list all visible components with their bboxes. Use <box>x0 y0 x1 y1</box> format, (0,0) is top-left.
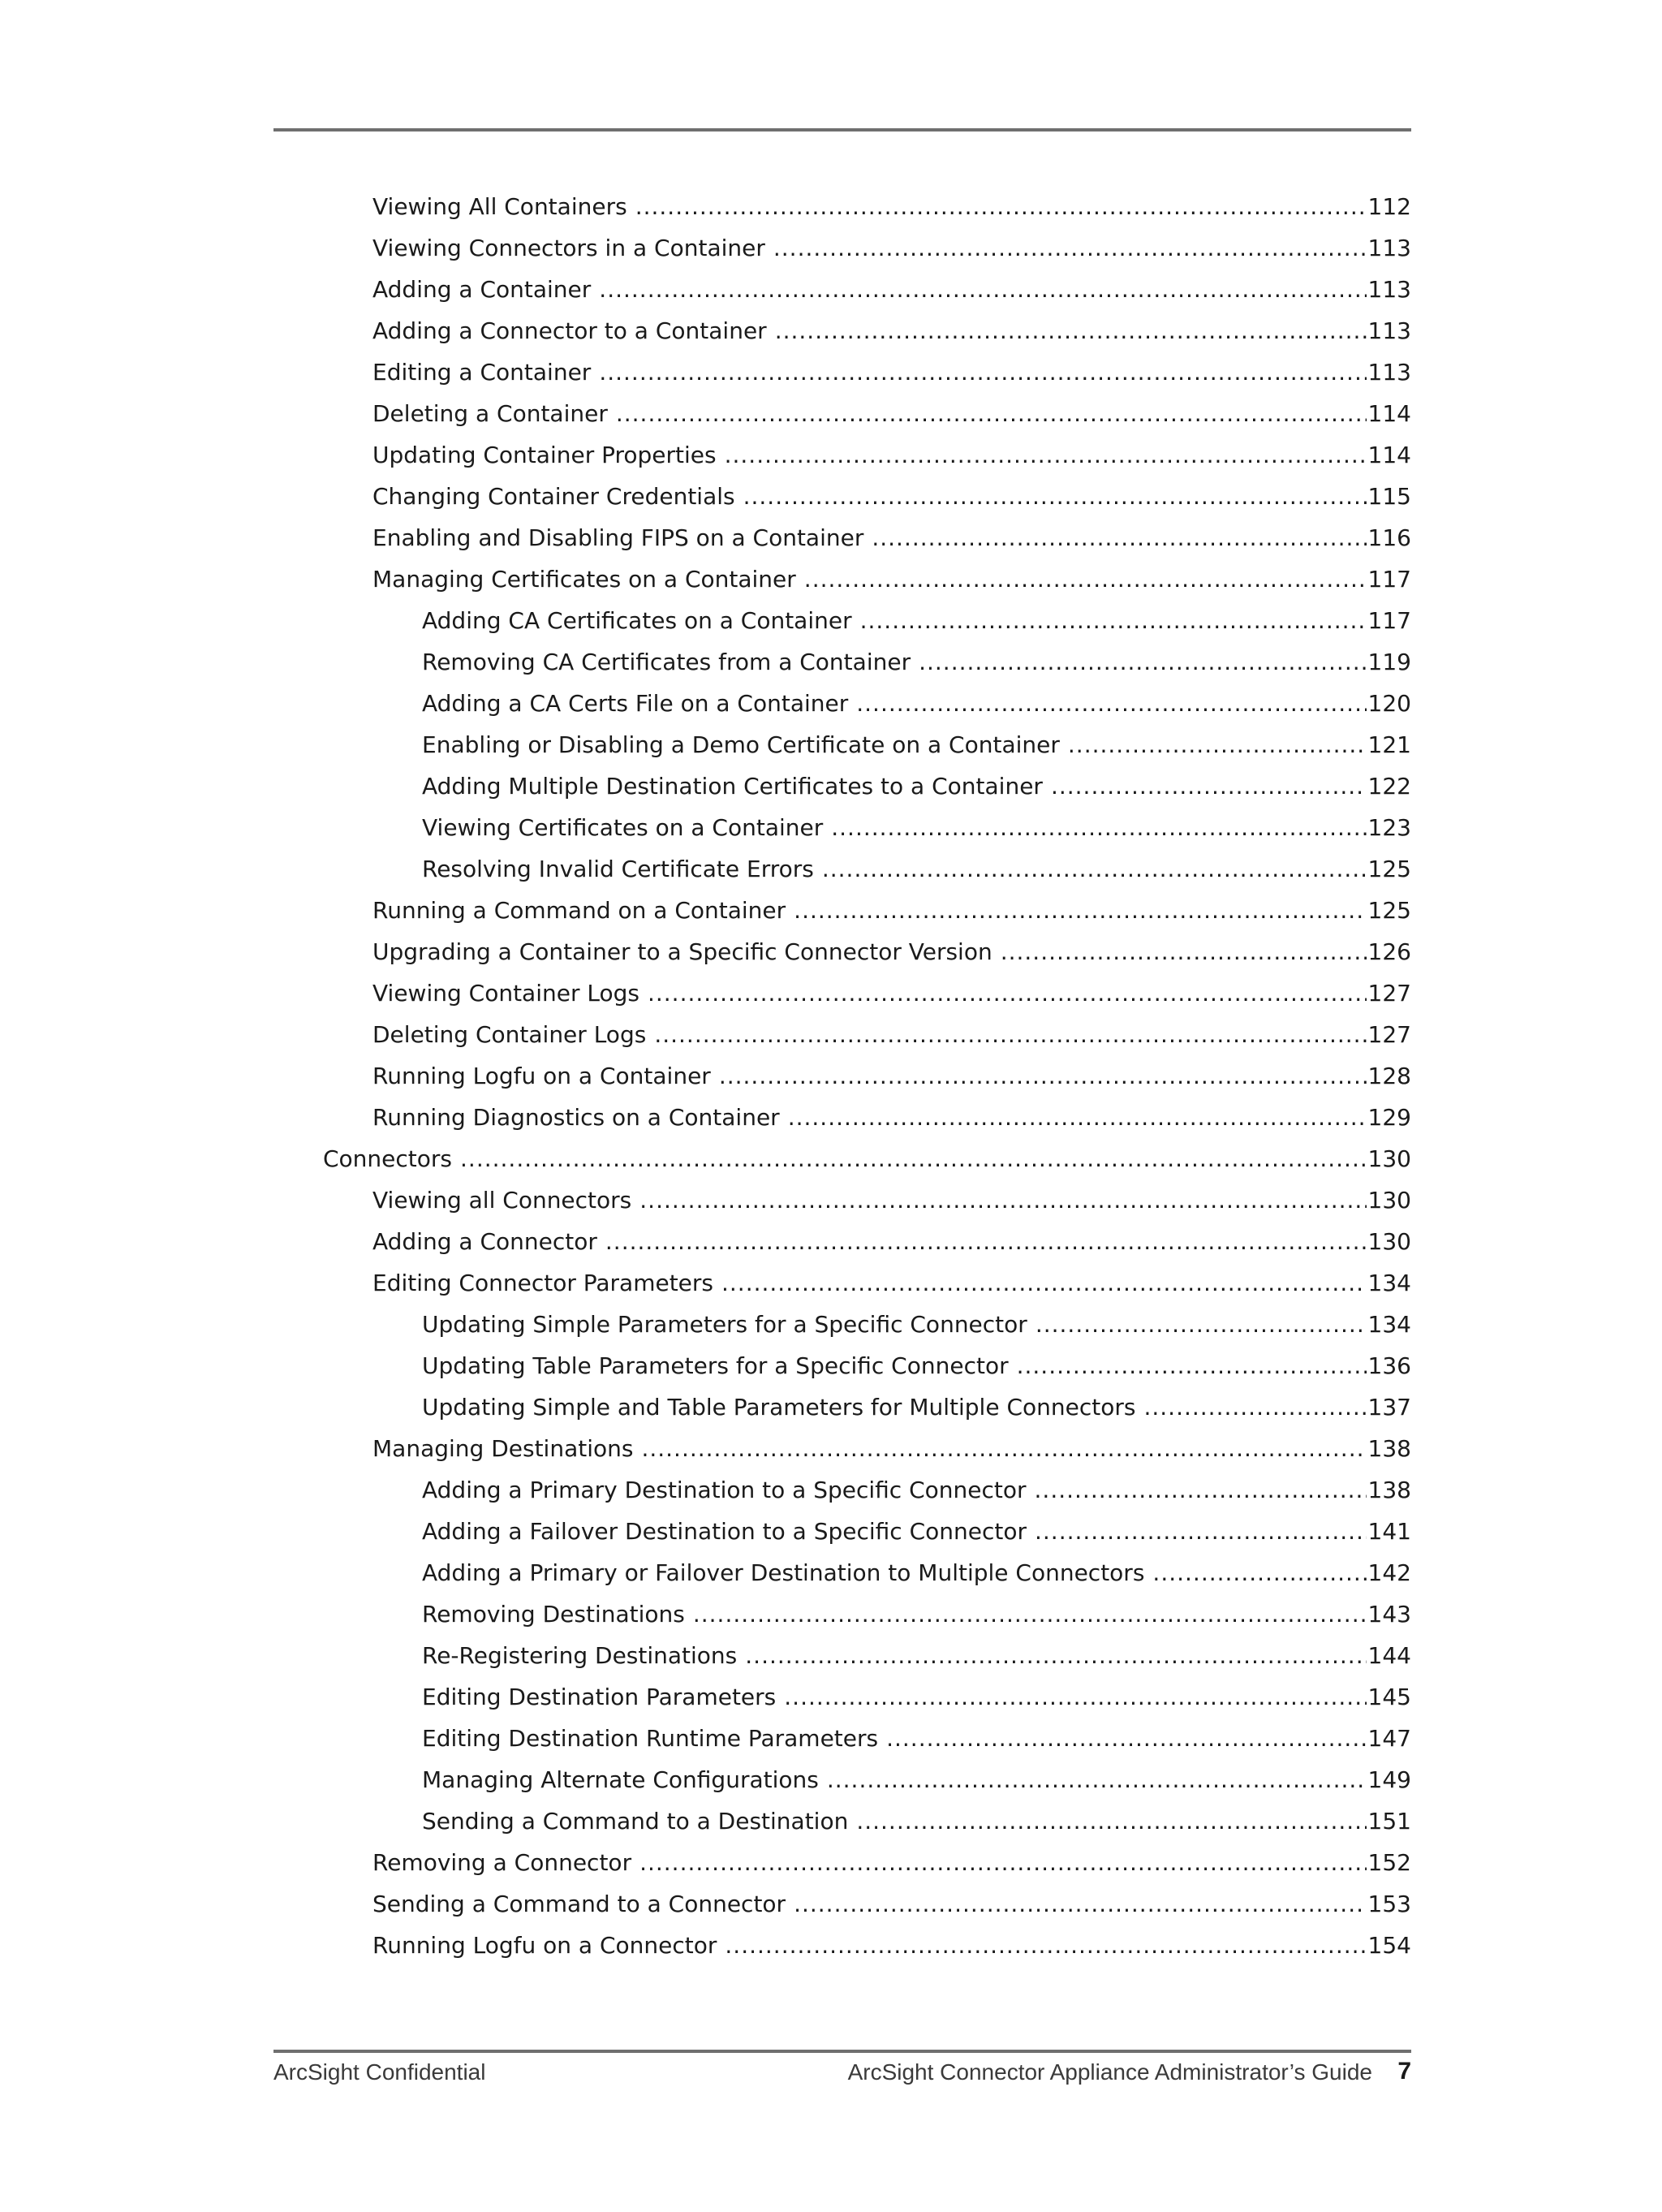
toc-entry[interactable] <box>0 1842 1411 1883</box>
toc-entry-page: 127 <box>1367 980 1411 1007</box>
toc-entry[interactable] <box>0 476 1411 517</box>
toc-entry[interactable] <box>0 1469 1411 1511</box>
toc-entry-title: Resolving Invalid Certificate Errors <box>422 856 814 882</box>
toc-entry-page: 130 <box>1367 1145 1411 1172</box>
toc-dot-leader <box>641 1428 1366 1469</box>
toc-entry-page: 117 <box>1367 566 1411 593</box>
toc-dot-leader <box>822 848 1367 890</box>
toc-dot-leader <box>773 227 1367 269</box>
toc-entry-title: Managing Certificates on a Container <box>372 566 796 593</box>
toc-entry[interactable] <box>0 1800 1411 1842</box>
toc-dot-leader <box>745 1635 1366 1676</box>
toc-entry-title: Changing Container Credentials <box>372 483 735 510</box>
toc-dot-leader <box>639 1842 1366 1883</box>
toc-entry[interactable] <box>0 1676 1411 1718</box>
footer-rule <box>273 2050 1411 2053</box>
toc-entry[interactable] <box>0 227 1411 269</box>
toc-entry-page: 129 <box>1367 1104 1411 1131</box>
toc-entry-title: Adding a Primary Destination to a Specific Connector <box>422 1477 1027 1503</box>
toc-entry-title: Viewing All Containers <box>372 193 627 220</box>
toc-dot-leader <box>1036 1304 1367 1345</box>
toc-entry-title: Adding a Primary or Failover Destination to Multiple Connectors <box>422 1559 1145 1586</box>
toc-entry[interactable] <box>0 1304 1411 1345</box>
toc-entry[interactable] <box>0 351 1411 393</box>
toc-dot-leader <box>860 600 1367 641</box>
toc-entry-page: 142 <box>1367 1559 1411 1586</box>
toc-entry[interactable] <box>0 1759 1411 1800</box>
toc-entry[interactable] <box>0 807 1411 848</box>
toc-dot-leader <box>886 1718 1366 1759</box>
toc-entry-title: Removing a Connector <box>372 1849 632 1876</box>
toc-entry-page: 138 <box>1367 1477 1411 1503</box>
toc-entry[interactable] <box>0 1055 1411 1097</box>
toc-entry-page: 144 <box>1367 1642 1411 1669</box>
table-of-contents <box>0 186 1662 1966</box>
toc-dot-leader <box>654 1014 1366 1055</box>
toc-entry-page: 145 <box>1367 1684 1411 1710</box>
toc-entry-title: Updating Simple Parameters for a Specific Connector <box>422 1311 1027 1338</box>
toc-dot-leader <box>784 1676 1366 1718</box>
toc-dot-leader <box>719 1055 1367 1097</box>
toc-entry-title: Running Diagnostics on a Container <box>372 1104 780 1131</box>
toc-entry-page: 113 <box>1367 235 1411 261</box>
toc-entry-page: 136 <box>1367 1352 1411 1379</box>
toc-entry-title: Adding a Failover Destination to a Specific Connector <box>422 1518 1027 1545</box>
toc-entry-page: 152 <box>1367 1849 1411 1876</box>
toc-entry[interactable] <box>0 683 1411 724</box>
toc-entry[interactable] <box>0 1552 1411 1593</box>
toc-entry-title: Enabling and Disabling FIPS on a Container <box>372 524 864 551</box>
toc-entry-title: Removing Destinations <box>422 1601 685 1628</box>
toc-dot-leader <box>794 890 1366 931</box>
toc-entry-title: Adding CA Certificates on a Container <box>422 607 852 634</box>
toc-entry-title: Editing Destination Runtime Parameters <box>422 1725 879 1752</box>
toc-entry-title: Viewing all Connectors <box>372 1187 632 1214</box>
toc-entry[interactable] <box>0 972 1411 1014</box>
toc-entry-title: Viewing Certificates on a Container <box>422 814 824 841</box>
toc-dot-leader <box>725 1925 1366 1966</box>
toc-entry-page: 125 <box>1367 897 1411 924</box>
toc-entry-title: Connectors <box>323 1145 453 1172</box>
toc-entry-page: 120 <box>1367 690 1411 717</box>
toc-entry-page: 137 <box>1367 1394 1411 1421</box>
toc-dot-leader <box>648 972 1367 1014</box>
toc-dot-leader <box>599 269 1366 310</box>
toc-entry-title: Adding a Connector to a Container <box>372 317 767 344</box>
toc-entry-title: Deleting Container Logs <box>372 1021 647 1048</box>
toc-entry-title: Editing Connector Parameters <box>372 1270 713 1296</box>
toc-entry-title: Sending a Command to a Connector <box>372 1891 786 1917</box>
toc-entry[interactable] <box>0 931 1411 972</box>
toc-dot-leader <box>1001 931 1367 972</box>
toc-entry-title: Updating Simple and Table Parameters for Multiple Connectors <box>422 1394 1136 1421</box>
toc-dot-leader <box>635 186 1367 227</box>
toc-dot-leader <box>804 558 1367 600</box>
toc-entry[interactable] <box>0 1386 1411 1428</box>
toc-entry-title: Updating Table Parameters for a Specific Connector <box>422 1352 1009 1379</box>
toc-entry-page: 112 <box>1367 193 1411 220</box>
toc-entry-page: 154 <box>1367 1932 1411 1959</box>
toc-entry[interactable] <box>0 1511 1411 1552</box>
toc-entry-page: 125 <box>1367 856 1411 882</box>
toc-dot-leader <box>460 1138 1367 1179</box>
toc-entry-page: 127 <box>1367 1021 1411 1048</box>
footer-page-number: 7 <box>1397 2058 1411 2085</box>
toc-entry-title: Running Logfu on a Connector <box>372 1932 717 1959</box>
toc-entry[interactable] <box>0 1138 1411 1179</box>
toc-dot-leader <box>1051 765 1367 807</box>
toc-entry[interactable] <box>0 1014 1411 1055</box>
toc-dot-leader <box>831 807 1366 848</box>
toc-entry[interactable] <box>0 1097 1411 1138</box>
toc-entry-page: 128 <box>1367 1063 1411 1089</box>
toc-dot-leader <box>856 1800 1366 1842</box>
toc-entry-page: 126 <box>1367 938 1411 965</box>
toc-entry-title: Removing CA Certificates from a Container <box>422 649 911 675</box>
toc-entry-title: Adding Multiple Destination Certificates to a Container <box>422 773 1043 800</box>
toc-dot-leader <box>639 1179 1366 1221</box>
toc-dot-leader <box>1035 1511 1367 1552</box>
toc-dot-leader <box>743 476 1367 517</box>
toc-entry-page: 147 <box>1367 1725 1411 1752</box>
toc-entry-page: 138 <box>1367 1435 1411 1462</box>
toc-entry-title: Enabling or Disabling a Demo Certificate on a Container <box>422 731 1060 758</box>
toc-entry-page: 115 <box>1367 483 1411 510</box>
toc-entry-title: Managing Alternate Configurations <box>422 1766 819 1793</box>
toc-dot-leader <box>616 393 1367 434</box>
toc-entry[interactable] <box>0 269 1411 310</box>
toc-entry-page: 114 <box>1367 400 1411 427</box>
toc-entry[interactable] <box>0 558 1411 600</box>
toc-entry-title: Upgrading a Container to a Specific Connector Version <box>372 938 992 965</box>
toc-entry[interactable] <box>0 1593 1411 1635</box>
toc-entry[interactable] <box>0 890 1411 931</box>
toc-entry-title: Editing a Container <box>372 359 592 386</box>
toc-entry[interactable] <box>0 1179 1411 1221</box>
toc-entry[interactable] <box>0 1883 1411 1925</box>
toc-dot-leader <box>1143 1386 1366 1428</box>
toc-entry-title: Adding a Connector <box>372 1228 597 1255</box>
toc-entry-page: 123 <box>1367 814 1411 841</box>
toc-entry[interactable] <box>0 724 1411 765</box>
toc-entry[interactable] <box>0 1262 1411 1304</box>
toc-dot-leader <box>1152 1552 1366 1593</box>
toc-entry-page: 141 <box>1367 1518 1411 1545</box>
toc-entry-page: 114 <box>1367 442 1411 468</box>
toc-entry-page: 130 <box>1367 1187 1411 1214</box>
toc-entry-page: 130 <box>1367 1228 1411 1255</box>
toc-dot-leader <box>856 683 1366 724</box>
toc-entry[interactable] <box>0 765 1411 807</box>
toc-entry[interactable] <box>0 1428 1411 1469</box>
toc-entry-title: Sending a Command to a Destination <box>422 1808 849 1835</box>
toc-entry-title: Viewing Container Logs <box>372 980 639 1007</box>
toc-entry-page: 113 <box>1367 317 1411 344</box>
toc-entry-page: 151 <box>1367 1808 1411 1835</box>
toc-entry[interactable] <box>0 1718 1411 1759</box>
toc-entry[interactable] <box>0 641 1411 683</box>
toc-dot-leader <box>794 1883 1366 1925</box>
toc-entry-page: 116 <box>1367 524 1411 551</box>
toc-dot-leader <box>693 1593 1367 1635</box>
toc-dot-leader <box>775 310 1367 351</box>
toc-entry[interactable] <box>0 310 1411 351</box>
toc-entry-title: Managing Destinations <box>372 1435 634 1462</box>
toc-entry-title: Adding a CA Certs File on a Container <box>422 690 849 717</box>
toc-dot-leader <box>599 351 1366 393</box>
toc-entry-title: Running a Command on a Container <box>372 897 786 924</box>
toc-entry[interactable] <box>0 186 1411 227</box>
footer-guide-title: ArcSight Connector Appliance Administrator’s Guide <box>847 2059 1372 2085</box>
toc-entry-page: 143 <box>1367 1601 1411 1628</box>
page-footer <box>273 2059 1411 2092</box>
toc-dot-leader <box>827 1759 1367 1800</box>
toc-entry-title: Deleting a Container <box>372 400 608 427</box>
toc-entry[interactable] <box>0 1635 1411 1676</box>
toc-dot-leader <box>605 1221 1367 1262</box>
toc-dot-leader <box>725 434 1367 476</box>
toc-entry-title: Re-Registering Destinations <box>422 1642 738 1669</box>
toc-entry[interactable] <box>0 600 1411 641</box>
toc-entry-page: 149 <box>1367 1766 1411 1793</box>
toc-entry-page: 113 <box>1367 276 1411 303</box>
toc-dot-leader <box>721 1262 1367 1304</box>
toc-entry-page: 134 <box>1367 1270 1411 1296</box>
toc-entry[interactable] <box>0 848 1411 890</box>
toc-dot-leader <box>1035 1469 1367 1511</box>
toc-entry-page: 153 <box>1367 1891 1411 1917</box>
footer-confidential-label: ArcSight Confidential <box>273 2059 486 2085</box>
header-rule <box>273 128 1411 132</box>
toc-dot-leader <box>1017 1345 1367 1386</box>
toc-entry-page: 113 <box>1367 359 1411 386</box>
toc-entry-title: Updating Container Properties <box>372 442 717 468</box>
toc-entry[interactable] <box>0 1345 1411 1386</box>
toc-entry[interactable] <box>0 1925 1411 1966</box>
toc-entry-page: 122 <box>1367 773 1411 800</box>
toc-entry-page: 121 <box>1367 731 1411 758</box>
toc-dot-leader <box>788 1097 1367 1138</box>
toc-entry-title: Running Logfu on a Container <box>372 1063 711 1089</box>
toc-entry-title: Editing Destination Parameters <box>422 1684 777 1710</box>
toc-dot-leader <box>872 517 1366 558</box>
toc-entry[interactable] <box>0 1221 1411 1262</box>
toc-entry[interactable] <box>0 517 1411 558</box>
toc-entry-page: 134 <box>1367 1311 1411 1338</box>
toc-entry-page: 117 <box>1367 607 1411 634</box>
toc-entry[interactable] <box>0 434 1411 476</box>
toc-entry-title: Adding a Container <box>372 276 592 303</box>
toc-dot-leader <box>1068 724 1367 765</box>
toc-dot-leader <box>919 641 1366 683</box>
toc-entry-page: 119 <box>1367 649 1411 675</box>
toc-entry[interactable] <box>0 393 1411 434</box>
toc-entry-title: Viewing Connectors in a Container <box>372 235 765 261</box>
